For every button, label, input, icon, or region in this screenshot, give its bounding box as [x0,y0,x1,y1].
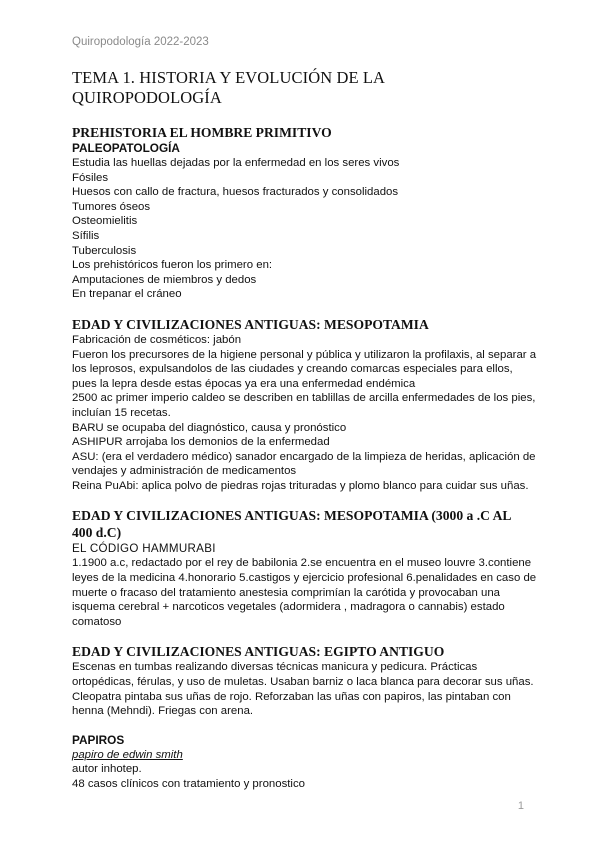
text-line: Amputaciones de miembros y dedos [72,273,257,286]
section-subheading: EL CÓDIGO HAMMURABI [72,542,216,556]
text-line: henna (Mehndi). Friegas con arena. [72,705,254,718]
text-line: ASHIPUR arrojaba los demonios de la enfermedad [72,436,330,449]
text-line: Tumores óseos [72,200,151,213]
section-prehistoria [72,124,532,302]
text-line: En trepanar el cráneo [72,288,182,301]
text-line: Sífilis [72,229,100,242]
text-line: ortopédicas, férulas, y uso de muletas. Usaban barniz o laca blanca para decorar sus uñas. [72,676,534,689]
text-line: 2500 ac primer imperio caldeo se describen en tablillas de arcilla enfermedades de los pies, [72,392,536,405]
running-header: Quiropodología 2022-2023 [72,36,209,48]
document-body [72,68,537,806]
text-line: Fósiles [72,171,109,184]
text-line: BARU se ocupaba del diagnóstico, causa y pronóstico [72,421,347,434]
section-heading: PREHISTORIA EL HOMBRE PRIMITIVO [72,125,332,140]
document-title: TEMA 1. HISTORIA Y EVOLUCIÓN DE LA QUIROPODOLOGÍA [72,68,385,107]
text-line: autor inhotep. [72,763,142,776]
section-lines [72,748,532,792]
section-lines [72,156,532,302]
section-hammurabi [72,507,537,629]
text-line: isquema cerebral + narcoticos vegetales (adormidera , madragora o cannabis) estado [72,601,505,614]
section-lines [72,556,537,629]
text-line: incluían 15 recetas. [72,406,171,419]
text-line: 48 casos clínicos con tratamiento y pronostico [72,778,305,790]
text-line: Cleopatra pintaba sus uñas de rojo. Reforzaban las uñas con papiros, las pintaban con [72,690,511,703]
section-heading: EDAD Y CIVILIZACIONES ANTIGUAS: MESOPOTAMIA (3000 a .C AL 400 d.C) [72,508,511,541]
text-line: ASU: (era el verdadero médico) sanador encargado de la limpieza de heridas, aplicación de [72,450,536,463]
text-line: Estudia las huellas dejadas por la enfermedad en los seres vivos [72,157,400,169]
text-line: Fabricación de cosméticos: jabón [72,333,242,346]
text-line: leyes de la medicina 4.honorario 5.castigos y ejercicio profesional 6.penalidades en caso de [72,572,537,585]
text-line: los leprosos, expulsandolos de las ciudades y creando comarcas especiales para ellos, [72,363,513,376]
section-heading: EDAD Y CIVILIZACIONES ANTIGUAS: EGIPTO ANTIGUO [72,644,445,660]
text-line: muerte o fracaso del tratamiento anestesia comprimían la carótida y provocaban una [72,586,501,599]
text-line: comatoso [72,615,122,628]
text-line: vendajes y administración de medicamentos [72,465,297,478]
text-line: Los prehistóricos fueron los primero en: [72,259,273,272]
section-papiros [72,733,532,792]
text-line: Reina PuAbi: aplica polvo de piedras rojas trituradas y plomo blanco para cuidar sus uñas. [72,479,529,492]
section-subheading: PALEOPATOLOGÍA [72,141,180,155]
section-lines [72,333,537,494]
section-lines [72,660,532,718]
text-line: 1.1900 a.c, redactado por el rey de babilonia 2.se encuentra en el museo louvre 3.contiene [72,557,532,570]
page-number: 1 [517,800,524,812]
text-line: Tuberculosis [72,244,137,257]
italic-line: papiro de edwin smith [72,748,183,761]
text-line: pues la lepra desde estas épocas ya era una enfermedad endémica [72,377,416,390]
text-line: Fueron los precursores de la higiene personal y pública y utilizaron la profilaxis, al separar a [72,348,537,361]
section-egipto [72,643,532,718]
text-line: Escenas en tumbas realizando diversas técnicas manicura y pedicura. Prácticas [72,661,478,674]
section-mesopotamia [72,316,537,494]
text-line: Huesos con callo de fractura, huesos fracturados y consolidados [72,186,399,199]
text-line: Osteomielitis [72,215,138,228]
section-heading: PAPIROS [72,732,125,747]
section-heading: EDAD Y CIVILIZACIONES ANTIGUAS: MESOPOTAMIA [72,316,429,332]
